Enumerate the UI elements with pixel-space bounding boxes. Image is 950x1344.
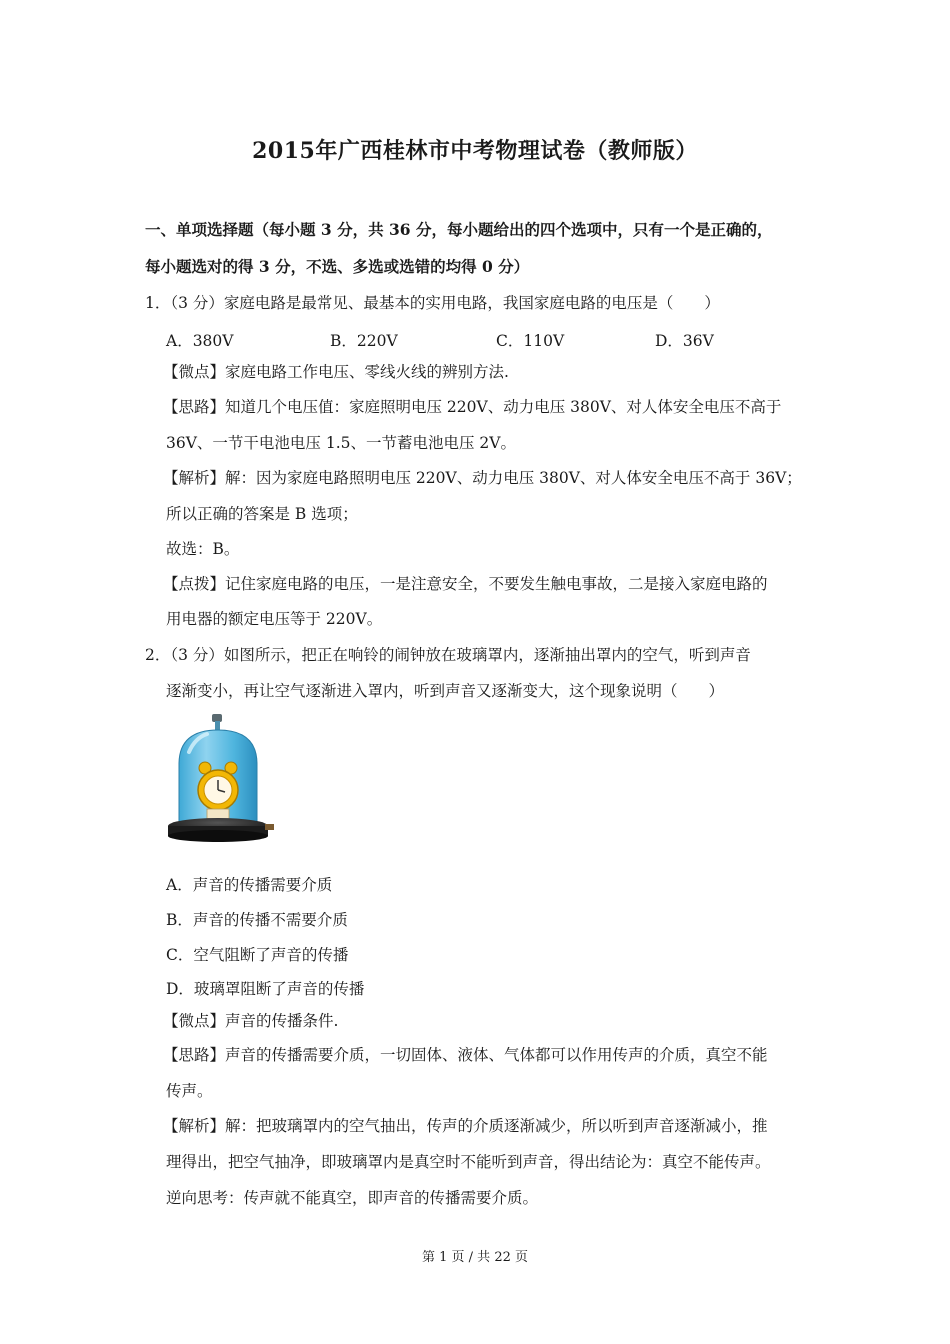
q2-weidian: 【微点】声音的传播条件. bbox=[163, 1012, 339, 1030]
q2-jiexi-line-2: 理得出，把空气抽净，即玻璃罩内是真空时不能听到声音，得出结论为：真空不能传声。 bbox=[166, 1153, 771, 1171]
q1-option-b: B．220V bbox=[330, 332, 398, 350]
page-footer: 第 1 页 / 共 22 页 bbox=[422, 1250, 528, 1265]
q1-silu-line-1: 【思路】知道几个电压值：家庭照明电压 220V、动力电压 380V、对人体安全电压不高于 bbox=[163, 398, 782, 416]
q2-silu-line-1: 【思路】声音的传播需要介质，一切固体、液体、气体都可以作用传声的介质，真空不能 bbox=[163, 1046, 768, 1064]
q2-stem-line-2: 逐渐变小，再让空气逐渐进入罩内，听到声音又逐渐变大，这个现象说明（ ） bbox=[166, 682, 725, 700]
q2-option-b: B．声音的传播不需要介质 bbox=[166, 911, 348, 929]
q1-option-a: A．380V bbox=[166, 332, 234, 350]
q1-dianbo-line-1: 【点拨】记住家庭电路的电压，一是注意安全，不要发生触电事故，二是接入家庭电路的 bbox=[163, 575, 768, 593]
q2-option-a: A．声音的传播需要介质 bbox=[166, 876, 333, 894]
q1-stem: 1．（3 分）家庭电路是最常见、最基本的实用电路，我国家庭电路的电压是（ ） bbox=[145, 294, 720, 312]
bell-jar-alarm-clock-image bbox=[165, 712, 277, 848]
q1-jiexi-line-1: 【解析】解：因为家庭电路照明电压 220V、动力电压 380V、对人体安全电压不高于 36V； bbox=[163, 469, 802, 487]
q1-option-d: D．36V bbox=[655, 332, 714, 350]
q1-jiexi-line-2: 所以正确的答案是 B 选项； bbox=[166, 505, 358, 523]
section-heading-line-1: 一、单项选择题（每小题 3 分，共 36 分，每小题给出的四个选项中，只有一个是正确的， bbox=[145, 220, 773, 239]
section-heading-line-2: 每小题选对的得 3 分，不选、多选或选错的均得 0 分） bbox=[145, 257, 530, 276]
q1-option-c: C．110V bbox=[496, 332, 565, 350]
q2-stem-line-1: 2．（3 分）如图所示，把正在响铃的闹钟放在玻璃罩内，逐渐抽出罩内的空气，听到声音 bbox=[145, 646, 751, 664]
q1-silu-line-2: 36V、一节干电池电压 1.5、一节蓄电池电压 2V。 bbox=[166, 434, 516, 452]
q1-jiexi-line-3: 故选：B。 bbox=[166, 540, 240, 558]
q2-silu-line-2: 传声。 bbox=[166, 1082, 213, 1100]
q1-dianbo-line-2: 用电器的额定电压等于 220V。 bbox=[166, 610, 383, 628]
q2-jiexi-line-1: 【解析】解：把玻璃罩内的空气抽出，传声的介质逐渐减少，所以听到声音逐渐减小，推 bbox=[163, 1117, 768, 1135]
q2-option-d: D．玻璃罩阻断了声音的传播 bbox=[166, 980, 365, 998]
q2-option-c: C．空气阻断了声音的传播 bbox=[166, 946, 349, 964]
q1-weidian: 【微点】家庭电路工作电压、零线火线的辨别方法. bbox=[163, 363, 509, 381]
q2-jiexi-line-3: 逆向思考：传声就不能真空，即声音的传播需要介质。 bbox=[166, 1189, 539, 1207]
page-title: 2015年广西桂林市中考物理试卷（教师版） bbox=[252, 138, 698, 164]
